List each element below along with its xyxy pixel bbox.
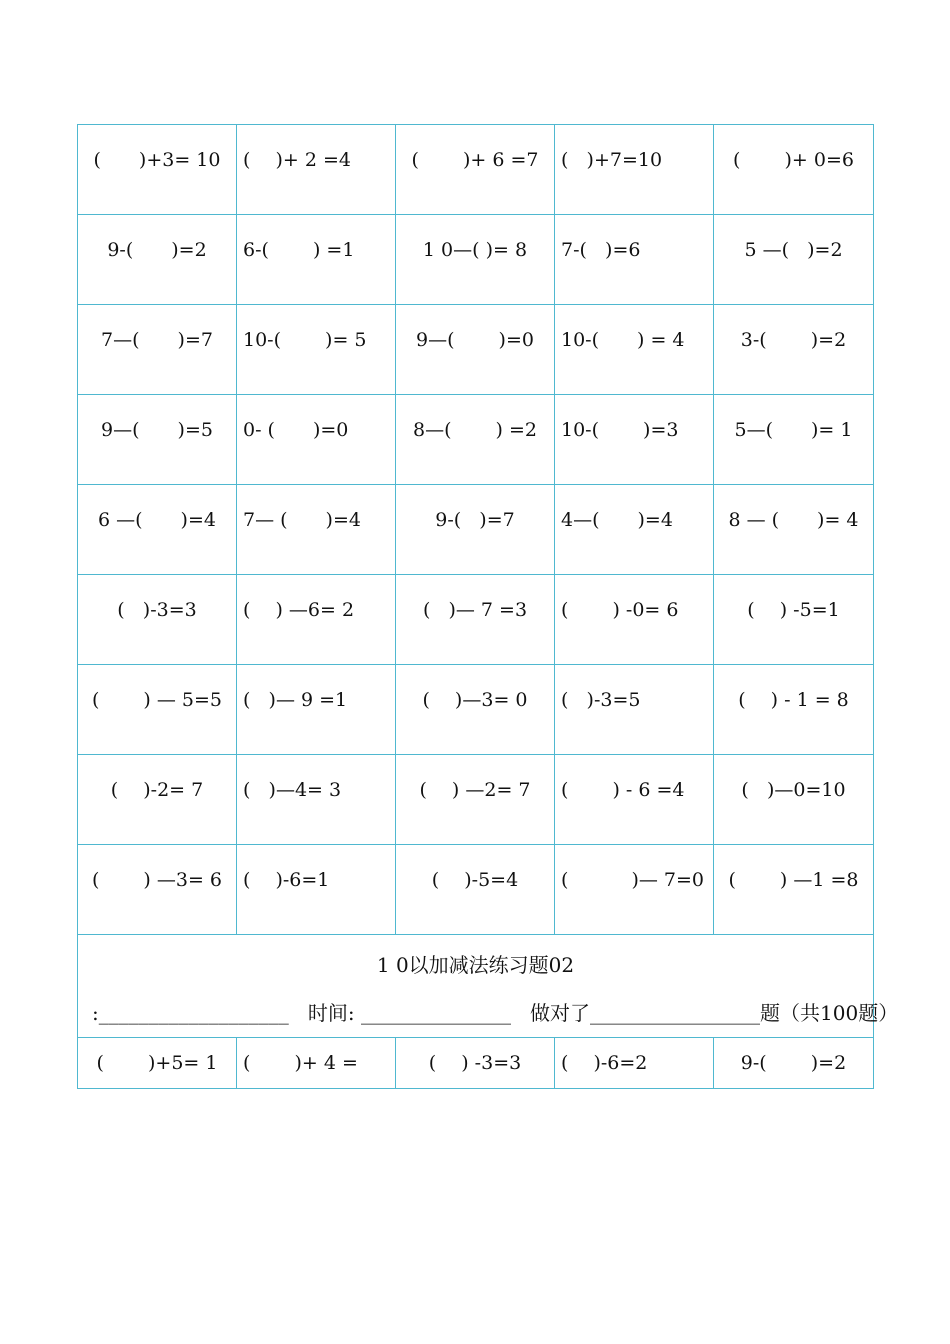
exercise-cell[interactable]: ( )—4= 3 — [237, 755, 396, 845]
exercise-row — [78, 755, 874, 845]
exercise-cell[interactable]: ( )—0=10 — [714, 755, 874, 845]
exercise-cell[interactable]: ( )+ 4 = — [237, 1038, 396, 1089]
exercise-cell[interactable]: ( )+ 0=6 — [714, 125, 874, 215]
exercise-cell[interactable]: ( ) —1 =8 — [714, 845, 874, 935]
exercise-cell[interactable]: ( )-3=3 — [78, 575, 237, 665]
exercise-cell[interactable]: 5 —( )=2 — [714, 215, 874, 305]
exercise-cell[interactable]: 9—( )=0 — [396, 305, 555, 395]
exercise-cell[interactable]: ( ) — 5=5 — [78, 665, 237, 755]
worksheet-header — [78, 935, 899, 1038]
exercise-cell[interactable]: 0- ( )=0 — [237, 395, 396, 485]
exercise-cell[interactable]: 8 — ( )= 4 — [714, 485, 874, 575]
exercise-cell[interactable]: ( ) —3= 6 — [78, 845, 237, 935]
exercise-cell[interactable]: 9-( )=7 — [396, 485, 555, 575]
exercise-cell[interactable]: ( )+ 6 =7 — [396, 125, 555, 215]
exercise-cell[interactable]: ( ) - 1 = 8 — [714, 665, 874, 755]
time-blank[interactable]: _______________ — [360, 1001, 511, 1025]
exercise-cell[interactable]: ( ) -0= 6 — [555, 575, 714, 665]
exercise-cell[interactable]: 10-( )=3 — [555, 395, 714, 485]
exercise-cell[interactable]: ( )-6=1 — [237, 845, 396, 935]
exercise-cell[interactable]: 10-( )= 5 — [237, 305, 396, 395]
exercise-cell[interactable]: ( ) —2= 7 — [396, 755, 555, 845]
exercise-grid-bottom — [78, 1038, 874, 1089]
exercise-cell[interactable]: 10-( ) = 4 — [555, 305, 714, 395]
exercise-cell[interactable]: ( )— 9 =1 — [237, 665, 396, 755]
exercise-cell[interactable]: 6-( ) =1 — [237, 215, 396, 305]
name-label: : — [92, 1001, 99, 1025]
exercise-cell[interactable]: 4—( )=4 — [555, 485, 714, 575]
exercise-row — [78, 215, 874, 305]
worksheet-header-row — [78, 935, 874, 1038]
exercise-cell[interactable]: ( )—3= 0 — [396, 665, 555, 755]
correct-blank[interactable]: _________________ — [590, 1001, 761, 1025]
exercise-cell[interactable]: 7-( )=6 — [555, 215, 714, 305]
time-label: 时间: — [307, 1001, 355, 1025]
exercise-cell[interactable]: 8—( ) =2 — [396, 395, 555, 485]
exercise-cell[interactable]: 9-( )=2 — [78, 215, 237, 305]
exercise-cell[interactable]: ( )-6=2 — [555, 1038, 714, 1089]
exercise-cell[interactable]: 1 0—( )= 8 — [396, 215, 555, 305]
exercise-row — [78, 125, 874, 215]
correct-label: 做对了 — [530, 1001, 591, 1025]
exercise-row — [78, 395, 874, 485]
exercise-cell[interactable]: ( ) -3=3 — [396, 1038, 555, 1089]
exercise-row — [78, 665, 874, 755]
exercise-cell[interactable]: 3-( )=2 — [714, 305, 874, 395]
exercise-cell[interactable]: ( )+5= 1 — [78, 1038, 237, 1089]
exercise-cell[interactable]: ( ) —6= 2 — [237, 575, 396, 665]
exercise-row — [78, 305, 874, 395]
exercise-cell[interactable]: ( )+3= 10 — [78, 125, 237, 215]
exercise-cell[interactable]: ( )— 7 =3 — [396, 575, 555, 665]
exercise-cell[interactable]: ( )— 7=0 — [555, 845, 714, 935]
exercise-cell[interactable]: 9—( )=5 — [78, 395, 237, 485]
total-text: 题（共100题） — [760, 1001, 899, 1025]
exercise-cell[interactable]: ( )+ 2 =4 — [237, 125, 396, 215]
name-blank[interactable]: ___________________ — [98, 1001, 289, 1025]
exercise-cell[interactable]: ( ) - 6 =4 — [555, 755, 714, 845]
exercise-row — [78, 845, 874, 935]
worksheet-title: 1 0以加减法练习题02 — [376, 953, 575, 977]
exercise-grid-top — [78, 125, 874, 935]
exercise-row — [78, 575, 874, 665]
exercise-cell[interactable]: ( )-5=4 — [396, 845, 555, 935]
exercise-cell[interactable]: 6 —( )=4 — [78, 485, 237, 575]
worksheet-meta — [92, 989, 899, 1037]
exercise-cell[interactable]: ( )-3=5 — [555, 665, 714, 755]
exercise-cell[interactable]: ( ) -5=1 — [714, 575, 874, 665]
exercise-cell[interactable]: 7— ( )=4 — [237, 485, 396, 575]
exercise-cell[interactable]: 7—( )=7 — [78, 305, 237, 395]
exercise-row — [78, 1038, 874, 1089]
exercise-row — [78, 485, 874, 575]
exercise-cell[interactable]: ( )-2= 7 — [78, 755, 237, 845]
exercise-cell[interactable]: 5—( )= 1 — [714, 395, 874, 485]
exercise-cell[interactable]: 9-( )=2 — [714, 1038, 874, 1089]
worksheet-table — [77, 124, 899, 1089]
exercise-cell[interactable]: ( )+7=10 — [555, 125, 714, 215]
